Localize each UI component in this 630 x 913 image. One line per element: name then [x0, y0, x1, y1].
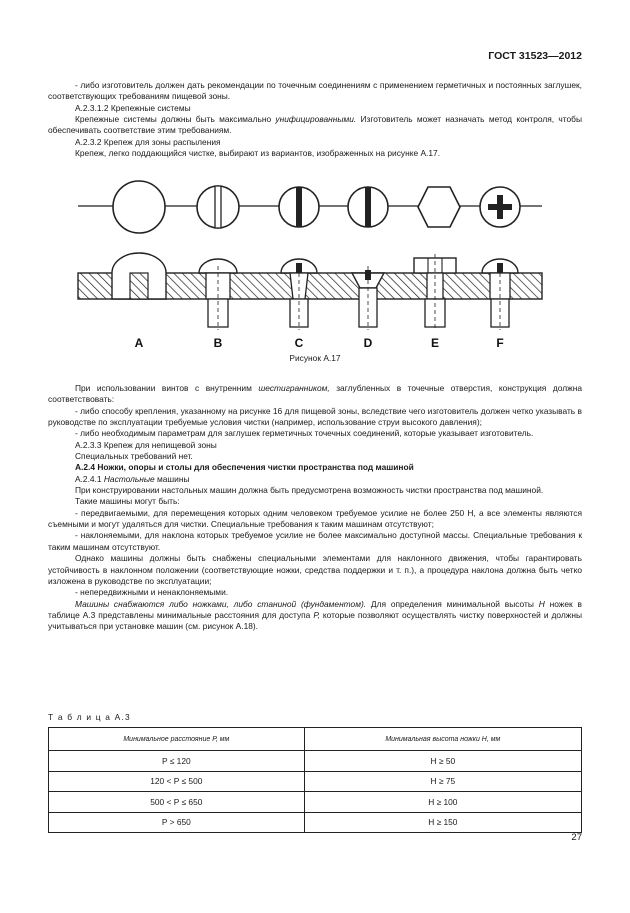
- figure-label-c: C: [294, 336, 304, 350]
- figure-caption: Рисунок А.17: [289, 353, 341, 363]
- paragraph: Машины снабжаются либо ножками, либо станиной (фундаментом). Для определения минимальной высоты Н ножек в таблице А.3 представлены минимальные расстояния для доступа Р, которые позволяют осуществлять чистку поверхностей и должны учитываться при установке машин (см. рисунок А.18).: [48, 598, 582, 632]
- figure-label-e: E: [430, 336, 440, 350]
- table-cell: P ≤ 120: [49, 751, 305, 772]
- paragraph: - либо способу крепления, указанному на рисунке 16 для пищевой зоны, вследствие чего изготовитель должен четко указывать в руководстве по эксплуатации требуемые условия чистки (например, использование струи высокого давления);: [48, 405, 582, 428]
- table-header-cell: Минимальная высота ножки Н, мм: [304, 728, 581, 751]
- section-heading: А.2.3.1.2 Крепежные системы: [75, 102, 191, 113]
- section-heading: А.2.3.3 Крепеж для непищевой зоны: [75, 439, 217, 450]
- table-cell: 120 < P ≤ 500: [49, 771, 305, 792]
- text-block-top: [48, 80, 582, 159]
- fastener-a-section: [112, 253, 166, 299]
- head-c-top-view: [279, 187, 319, 227]
- paragraph: Специальных требований нет.: [75, 451, 193, 462]
- table-header-row: [49, 728, 582, 751]
- head-b-top-view: [197, 186, 239, 228]
- section-heading: А.2.4.1 Настольные машины: [75, 473, 190, 484]
- figure-label-d: D: [363, 336, 373, 350]
- head-a-top-view: [113, 181, 165, 233]
- paragraph: - либо необходимым параметрам для заглушек герметичных точечных соединений, которые указывает изготовитель.: [75, 428, 534, 439]
- table-row: [49, 771, 582, 792]
- table-row: [49, 792, 582, 813]
- paragraph: - либо изготовитель должен дать рекомендации по точечным соединениям с применением герметичных и постоянных заглушек, соответствующих требованиям пищевой зоны.: [48, 80, 582, 102]
- table-cell: P > 650: [49, 812, 305, 833]
- table-cell: H ≥ 75: [304, 771, 581, 792]
- table-cell: H ≥ 150: [304, 812, 581, 833]
- requirements-table: [48, 727, 582, 833]
- paragraph: Такие машины могут быть:: [75, 496, 180, 507]
- paragraph: - наклоняемыми, для наклона которых требуемое усилие не более максимально доступной массы. Специальные требования к таким машинам отсутствуют.: [48, 530, 582, 552]
- text-block-bottom: [48, 383, 582, 633]
- table-header-cell: Минимальное расстояние Р, мм: [49, 728, 305, 751]
- table-row: [49, 751, 582, 772]
- head-f-top-view: [480, 187, 520, 227]
- paragraph: Крепежные системы должны быть максимально унифицированными. Изготовитель может назначать метод контроля, чтобы обеспечивать соответствие этим требованиям.: [48, 114, 582, 136]
- table-row: [49, 812, 582, 833]
- head-e-top-view: [418, 187, 460, 227]
- paragraph: - передвигаемыми, для перемещения которых одним человеком требуемое усилие не более 250 Н, а все элементы являются съемными и могут удаляться для чистки. Специальные требования к таким машинам отсутствуют;: [48, 507, 582, 530]
- figure-label-a: A: [134, 336, 144, 350]
- section-heading: А.2.3.2 Крепеж для зоны распыления: [75, 136, 221, 147]
- head-d-top-view: [348, 187, 388, 227]
- table-cell: H ≥ 100: [304, 792, 581, 813]
- section-heading-bold: А.2.4 Ножки, опоры и столы для обеспечения чистки пространства под машиной: [75, 462, 414, 473]
- table-cell: H ≥ 50: [304, 751, 581, 772]
- figure-label-b: B: [213, 336, 223, 350]
- paragraph: Однако машины должны быть снабжены специальными элементами для наклонного движения, чтобы гарантировать устойчивость в наклонном положении (соответствующие ножки, средства поддержки и т. п.), а процедура наклона должна быть четко изложена в руководстве по эксплуатации;: [48, 553, 582, 586]
- paragraph: При использовании винтов с внутренним шестигранником, заглубленных в точечные отверстия, конструкция должна соответствовать:: [48, 383, 582, 405]
- standard-header: ГОСТ 31523—2012: [488, 50, 582, 62]
- fastener-figure: [70, 170, 550, 360]
- paragraph: - непередвижными и ненаклоняемыми.: [75, 587, 229, 598]
- page-number: 27: [571, 832, 582, 843]
- figure-label-f: F: [496, 336, 504, 350]
- table-cell: 500 < P ≤ 650: [49, 792, 305, 813]
- table-caption: Т а б л и ц а А.3: [48, 712, 131, 722]
- paragraph: Крепеж, легко поддающийся чистке, выбирают из вариантов, изображенных на рисунке А.17.: [75, 148, 441, 159]
- paragraph: При конструировании настольных машин должна быть предусмотрена возможность чистки пространства под машиной.: [75, 485, 544, 496]
